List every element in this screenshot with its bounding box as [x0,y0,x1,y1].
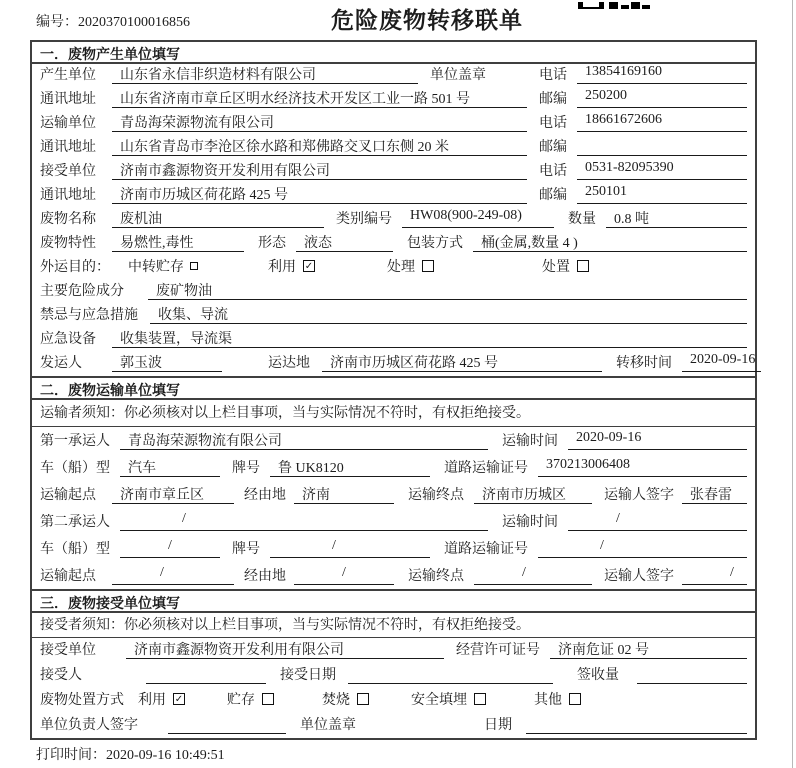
receive-date-value [348,664,553,684]
origin-label: 运输起点 [40,569,96,584]
option-use-label: 利用 [268,260,296,275]
end-value-1: 济南市历城区 [474,484,592,504]
waste-name-value: 废机油 [112,208,324,228]
row-transporter [32,112,755,136]
option-treat [387,256,434,276]
disposal-store-checkbox [262,693,274,705]
hazard-value: 废矿物油 [148,280,747,300]
disposal-other-checkbox [569,693,581,705]
row-hazard-component [32,280,755,304]
receiver-notice-text: 接受者须知：你必须核对以上栏目事项，当与实际情况不符时，有权拒绝接受。 [40,618,530,633]
page-edge-line [792,0,793,768]
option-disposal-use [138,689,185,709]
row-transporter-address [32,136,755,160]
first-carrier-value: 青岛海荣源物流有限公司 [120,430,488,450]
vehicle-type-label: 车（船）型 [40,542,110,557]
option-treat-label: 处理 [387,260,415,275]
transfer-storage-checkbox [190,262,198,270]
shipper-label: 发运人 [40,356,82,371]
quantity-value: 0.8 吨 [606,208,747,228]
option-disposal-burn [322,689,369,709]
print-time [36,744,225,764]
waste-name-label: 废物名称 [40,212,96,227]
date-label: 日期 [484,718,512,733]
responsible-sign-label: 单位负责人签字 [40,718,138,733]
print-time-label: 打印时间： [36,748,106,763]
row-first-carrier [32,427,755,454]
receiving-person-label: 接受人 [40,668,82,683]
receiver-zip-value: 250101 [577,184,747,204]
hazard-label: 主要危险成分 [40,284,124,299]
row-purpose [32,256,755,280]
disposal-burn-label: 焚烧 [322,693,350,708]
road-permit-label: 道路运输证号 [444,461,528,476]
road-permit-value-2: / [538,538,747,558]
row-route-1 [32,481,755,508]
row-second-carrier [32,508,755,535]
receiving-unit-label: 接受单位 [40,643,96,658]
document-header [0,0,796,40]
second-carrier-value: / [120,511,488,531]
vehicle-type-label: 车（船）型 [40,461,110,476]
second-carrier-label: 第二承运人 [40,515,110,530]
signed-amount-label: 签收量 [577,668,619,683]
option-transfer-storage [128,256,198,276]
page-title: 危险废物转移联单 [331,8,523,33]
row-shipper [32,352,755,376]
signed-amount-value [637,664,747,684]
receiving-unit-value: 济南市鑫源物资开发利用有限公司 [126,639,444,659]
row-emergency-equipment [32,328,755,352]
receiving-person-value [146,664,266,684]
emergency-label: 禁忌与应急措施 [40,308,138,323]
dispose-checkbox [577,260,589,272]
row-transporter-notice [32,400,755,427]
row-waste-name [32,208,755,232]
row-producer [32,64,755,88]
receiver-address-value: 济南市历城区荷花路 425 号 [112,184,527,204]
packaging-value: 桶(金属,数量 4 ) [473,232,747,252]
row-route-2 [32,562,755,589]
transporter-address-value: 山东省青岛市李沧区徐水路和郑佛路交叉口东侧 20 米 [112,136,527,156]
character-label: 废物特性 [40,236,96,251]
option-disposal-other [534,689,581,709]
treat-checkbox [422,260,434,272]
row-receiving-unit [32,638,755,663]
license-label: 经营许可证号 [456,643,540,658]
disposal-burn-checkbox [357,693,369,705]
equipment-value: 收集装置，导流渠 [112,328,747,348]
transporter-phone-value: 18661672606 [577,112,747,132]
character-value: 易燃性,毒性 [112,232,244,252]
origin-value-2: / [112,565,234,585]
category-label: 类别编号 [336,212,392,227]
row-waste-character [32,232,755,256]
emergency-value: 收集、导流 [150,304,747,324]
responsible-sign-value [168,714,286,734]
vehicle-type-value-1: 汽车 [120,457,220,477]
carrier-sign-label: 运输人签字 [604,569,674,584]
plate-value-1: 鲁 UK8120 [270,457,430,477]
row-receiver-notice [32,613,755,638]
print-time-value: 2020-09-16 10:49:51 [106,748,225,763]
transfer-date-value: 2020-09-16 [682,352,761,372]
origin-label: 运输起点 [40,488,96,503]
receiver-phone-value: 0531-82095390 [577,160,747,180]
row-vehicle-1 [32,454,755,481]
phone-label: 电话 [539,116,567,131]
transporter-label: 运输单位 [40,116,96,131]
producer-label: 产生单位 [40,68,96,83]
transporter-zip-value [577,136,747,156]
first-carrier-time-value: 2020-09-16 [568,430,747,450]
quantity-label: 数量 [568,212,596,227]
section-producer [32,42,755,376]
road-permit-value-1: 370213006408 [538,457,747,477]
origin-value-1: 济南市章丘区 [112,484,234,504]
address-label: 通讯地址 [40,92,96,107]
second-carrier-time-value: / [568,511,747,531]
receiver-label: 接受单位 [40,164,96,179]
producer-address-value: 山东省济南市章丘区明水经济技术开发区工业一路 501 号 [112,88,527,108]
option-disposal-landfill [411,689,486,709]
disposal-landfill-checkbox [474,693,486,705]
qr-fragment-graphic [578,2,650,9]
phone-label: 电话 [539,68,567,83]
row-disposal-method [32,688,755,713]
end-label: 运输终点 [408,569,464,584]
receiver-value: 济南市鑫源物资开发利用有限公司 [112,160,527,180]
equipment-label: 应急设备 [40,332,96,347]
via-label: 经由地 [244,569,286,584]
qr-code-fragment [578,0,650,9]
transfer-date-label: 转移时间 [616,356,672,371]
transport-time-label: 运输时间 [502,515,558,530]
license-value: 济南危证 02 号 [550,639,747,659]
row-emergency-measures [32,304,755,328]
category-value: HW08(900-249-08) [402,208,554,228]
section2-header: 二．废物运输单位填写 [32,378,755,400]
transport-time-label: 运输时间 [502,434,558,449]
disposal-landfill-label: 安全填埋 [411,693,467,708]
option-use [268,256,315,276]
carrier-sign-value-2: / [682,565,747,585]
address-label: 通讯地址 [40,140,96,155]
transporter-value: 青岛海荣源物流有限公司 [112,112,527,132]
phone-label: 电话 [539,164,567,179]
zip-label: 邮编 [539,92,567,107]
address-label: 通讯地址 [40,188,96,203]
option-dispose-label: 处置 [542,260,570,275]
shipper-value: 郭玉波 [112,352,222,372]
unit-seal-label: 单位盖章 [300,718,356,733]
producer-value: 山东省永信非织造材料有限公司 [112,64,418,84]
producer-phone-value: 13854169160 [577,64,747,84]
option-dispose [542,256,589,276]
serial-label: 编号： [36,15,78,30]
date-value [526,714,747,734]
end-label: 运输终点 [408,488,464,503]
packaging-label: 包装方式 [407,236,463,251]
end-value-2: / [474,565,592,585]
road-permit-label: 道路运输证号 [444,542,528,557]
transporter-notice-text: 运输者须知：你必须核对以上栏目事项，当与实际情况不符时，有权拒绝接受。 [40,406,530,421]
option-transfer-storage-label: 中转贮存 [128,260,184,275]
zip-label: 邮编 [539,188,567,203]
via-value-1: 济南 [294,484,394,504]
form-value: 液态 [296,232,393,252]
carrier-sign-label: 运输人签字 [604,488,674,503]
disposal-use-label: 利用 [138,693,166,708]
row-receiver [32,160,755,184]
row-producer-address [32,88,755,112]
row-responsible-sign [32,713,755,738]
disposal-use-checkbox: ✓ [174,694,184,705]
plate-value-2: / [270,538,430,558]
first-carrier-label: 第一承运人 [40,434,110,449]
via-label: 经由地 [244,488,286,503]
use-checkbox: ✓ [304,261,314,272]
row-receiving-person [32,663,755,688]
disposal-store-label: 贮存 [227,693,255,708]
disposal-method-label: 废物处置方式 [40,693,124,708]
via-value-2: / [294,565,394,585]
receive-date-label: 接受日期 [280,668,336,683]
carrier-sign-value-1: 张春雷 [682,484,747,504]
option-disposal-store [227,689,274,709]
serial-value: 2020370100016856 [78,15,190,30]
seal-label: 单位盖章 [430,68,486,83]
plate-label: 牌号 [232,461,260,476]
section3-header: 三．废物接受单位填写 [32,591,755,613]
zip-label: 邮编 [539,140,567,155]
form-label: 形态 [258,236,286,251]
purpose-label: 外运目的： [40,260,110,275]
destination-label: 运达地 [268,356,310,371]
disposal-other-label: 其他 [534,693,562,708]
destination-value: 济南市历城区荷花路 425 号 [322,352,602,372]
serial-number [36,11,190,31]
section-transporter [32,376,755,589]
manifest-form [30,40,757,740]
plate-label: 牌号 [232,542,260,557]
row-receiver-address [32,184,755,208]
vehicle-type-value-2: / [120,538,220,558]
producer-zip-value: 250200 [577,88,747,108]
section1-header: 一．废物产生单位填写 [32,42,755,64]
row-vehicle-2 [32,535,755,562]
section-receiver [32,589,755,738]
